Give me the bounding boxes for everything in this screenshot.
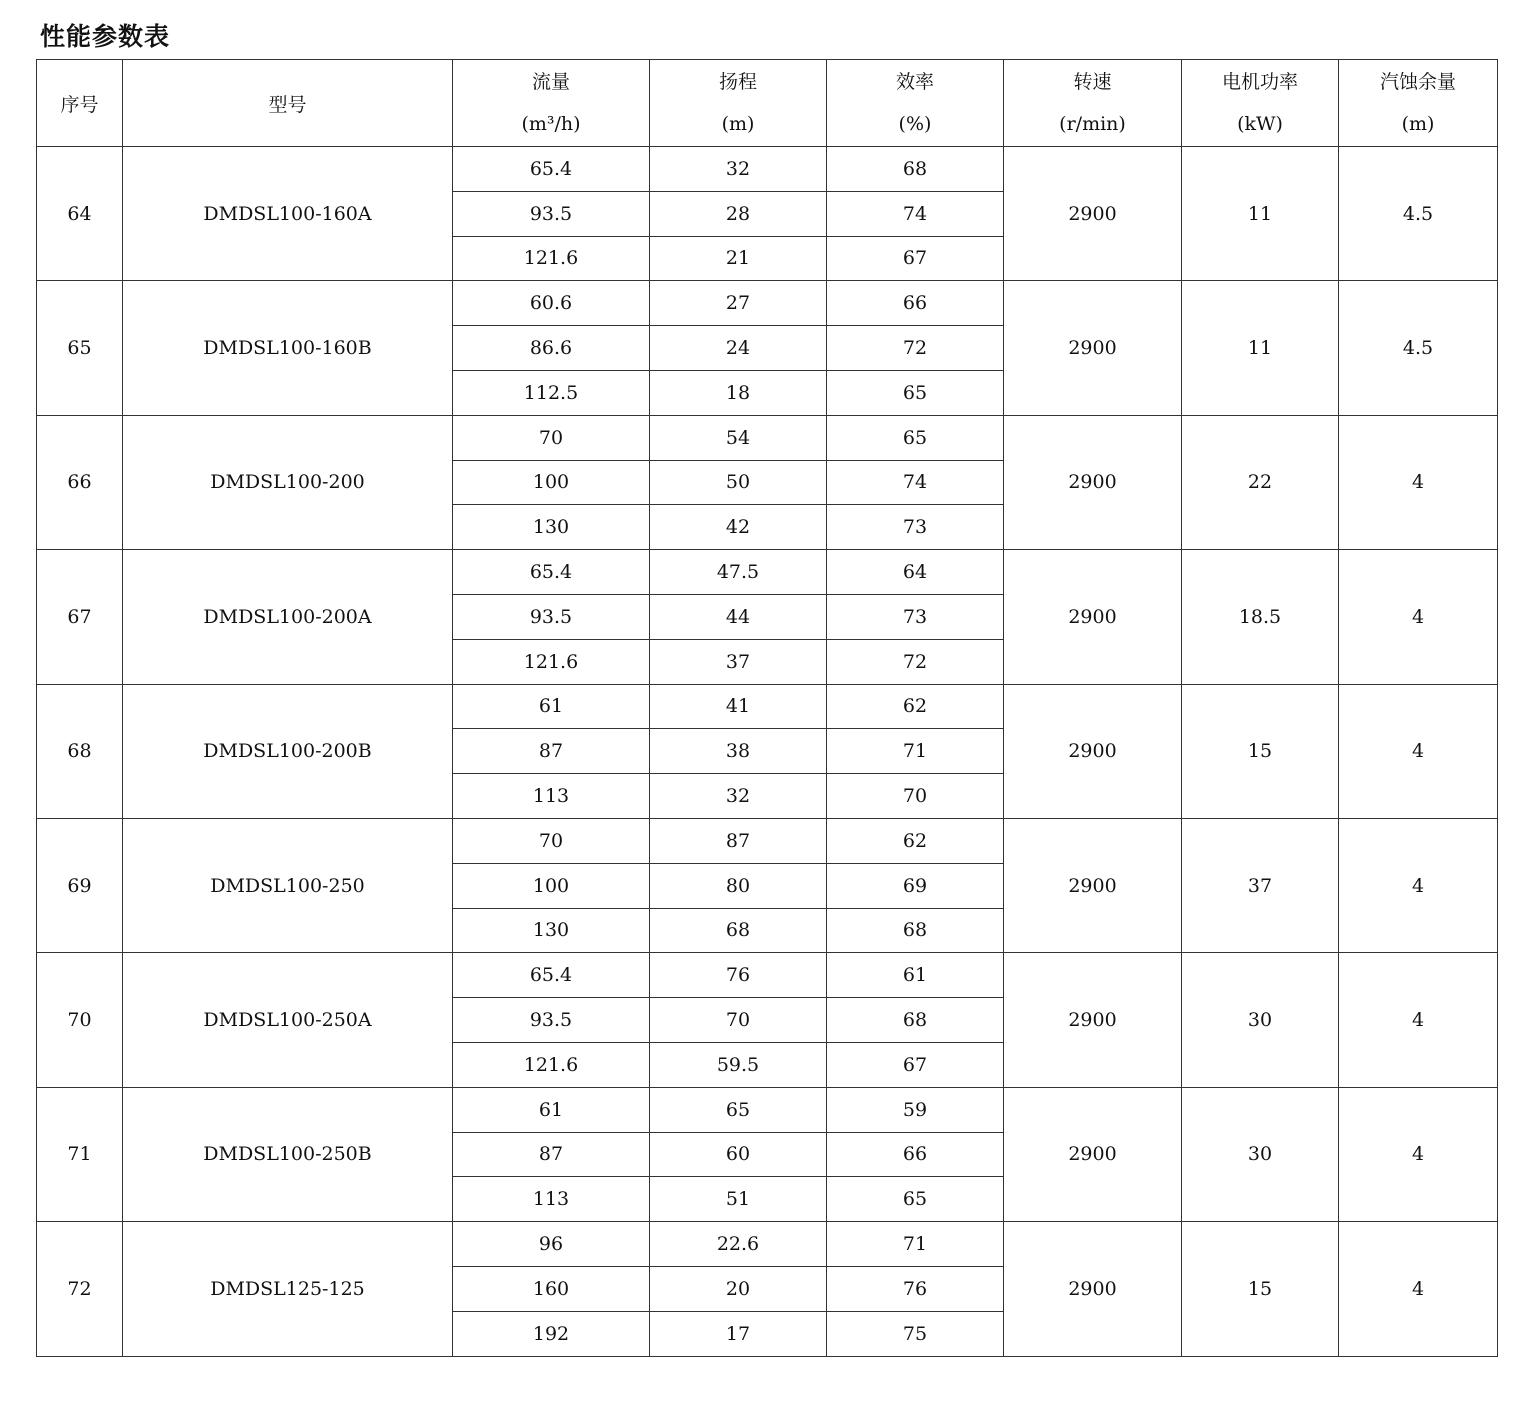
cell-efficiency: 74 <box>827 460 1004 505</box>
cell-head: 22.6 <box>650 1222 827 1267</box>
header-name: 序号 <box>60 93 99 116</box>
cell-flow: 65.4 <box>453 953 650 998</box>
table-row <box>37 818 1498 863</box>
cell-speed: 2900 <box>1004 550 1182 684</box>
cell-flow: 100 <box>453 460 650 505</box>
cell-flow: 61 <box>453 684 650 729</box>
cell-efficiency: 68 <box>827 908 1004 953</box>
table-row <box>37 147 1498 192</box>
cell-efficiency: 70 <box>827 774 1004 819</box>
cell-speed: 2900 <box>1004 818 1182 952</box>
cell-efficiency: 61 <box>827 953 1004 998</box>
cell-model: DMDSL100-250 <box>123 818 453 952</box>
cell-npsh: 4 <box>1339 684 1498 818</box>
header-head <box>650 60 827 147</box>
cell-flow: 87 <box>453 729 650 774</box>
cell-flow: 130 <box>453 908 650 953</box>
cell-flow: 100 <box>453 863 650 908</box>
header-unit: (kW) <box>1237 113 1283 135</box>
cell-efficiency: 74 <box>827 191 1004 236</box>
cell-flow: 192 <box>453 1311 650 1356</box>
cell-speed: 2900 <box>1004 415 1182 549</box>
cell-flow: 121.6 <box>453 236 650 281</box>
cell-efficiency: 68 <box>827 998 1004 1043</box>
cell-flow: 93.5 <box>453 191 650 236</box>
cell-speed: 2900 <box>1004 281 1182 415</box>
cell-model: DMDSL100-160B <box>123 281 453 415</box>
cell-model: DMDSL100-200 <box>123 415 453 549</box>
cell-flow: 121.6 <box>453 1042 650 1087</box>
table-header <box>37 60 1498 147</box>
cell-head: 80 <box>650 863 827 908</box>
cell-no: 70 <box>37 953 123 1087</box>
cell-flow: 130 <box>453 505 650 550</box>
header-name: 效率 <box>895 71 934 93</box>
cell-flow: 65.4 <box>453 147 650 192</box>
cell-no: 69 <box>37 818 123 952</box>
cell-head: 68 <box>650 908 827 953</box>
cell-no: 66 <box>37 415 123 549</box>
header-npsh <box>1339 60 1498 147</box>
cell-head: 41 <box>650 684 827 729</box>
cell-no: 64 <box>37 147 123 281</box>
cell-head: 47.5 <box>650 550 827 595</box>
cell-efficiency: 76 <box>827 1266 1004 1311</box>
cell-head: 32 <box>650 147 827 192</box>
cell-speed: 2900 <box>1004 147 1182 281</box>
cell-efficiency: 65 <box>827 415 1004 460</box>
cell-motor-power: 15 <box>1182 684 1339 818</box>
cell-motor-power: 18.5 <box>1182 550 1339 684</box>
cell-npsh: 4 <box>1339 818 1498 952</box>
table-row <box>37 415 1498 460</box>
header-speed <box>1004 60 1182 147</box>
cell-efficiency: 73 <box>827 594 1004 639</box>
cell-no: 65 <box>37 281 123 415</box>
cell-head: 42 <box>650 505 827 550</box>
cell-efficiency: 65 <box>827 1177 1004 1222</box>
cell-model: DMDSL100-200A <box>123 550 453 684</box>
table-row <box>37 281 1498 326</box>
header-motor-power <box>1182 60 1339 147</box>
cell-npsh: 4 <box>1339 1087 1498 1221</box>
cell-flow: 93.5 <box>453 594 650 639</box>
cell-efficiency: 69 <box>827 863 1004 908</box>
cell-npsh: 4.5 <box>1339 281 1498 415</box>
cell-head: 70 <box>650 998 827 1043</box>
cell-flow: 160 <box>453 1266 650 1311</box>
cell-no: 71 <box>37 1087 123 1221</box>
cell-speed: 2900 <box>1004 953 1182 1087</box>
cell-npsh: 4.5 <box>1339 147 1498 281</box>
cell-head: 24 <box>650 326 827 371</box>
cell-head: 50 <box>650 460 827 505</box>
cell-efficiency: 71 <box>827 1222 1004 1267</box>
cell-flow: 86.6 <box>453 326 650 371</box>
cell-efficiency: 64 <box>827 550 1004 595</box>
cell-model: DMDSL100-200B <box>123 684 453 818</box>
performance-table <box>36 59 1498 1357</box>
cell-flow: 96 <box>453 1222 650 1267</box>
cell-head: 37 <box>650 639 827 684</box>
header-unit: (m³/h) <box>521 113 581 135</box>
cell-motor-power: 22 <box>1182 415 1339 549</box>
header-name: 流量 <box>531 71 570 93</box>
cell-efficiency: 75 <box>827 1311 1004 1356</box>
header-name: 电机功率 <box>1221 71 1298 93</box>
cell-speed: 2900 <box>1004 1222 1182 1356</box>
header-unit: (%) <box>898 113 932 135</box>
cell-head: 21 <box>650 236 827 281</box>
cell-flow: 87 <box>453 1132 650 1177</box>
cell-model: DMDSL100-250B <box>123 1087 453 1221</box>
cell-motor-power: 15 <box>1182 1222 1339 1356</box>
cell-head: 65 <box>650 1087 827 1132</box>
header-flow <box>453 60 650 147</box>
cell-head: 27 <box>650 281 827 326</box>
table-row <box>37 1087 1498 1132</box>
cell-model: DMDSL125-125 <box>123 1222 453 1356</box>
cell-efficiency: 59 <box>827 1087 1004 1132</box>
table-body <box>37 147 1498 1357</box>
header-efficiency <box>827 60 1004 147</box>
cell-efficiency: 62 <box>827 818 1004 863</box>
cell-efficiency: 71 <box>827 729 1004 774</box>
page-title: 性能参数表 <box>40 22 171 51</box>
table-row <box>37 550 1498 595</box>
cell-npsh: 4 <box>1339 953 1498 1087</box>
cell-head: 38 <box>650 729 827 774</box>
cell-head: 59.5 <box>650 1042 827 1087</box>
cell-flow: 70 <box>453 818 650 863</box>
cell-npsh: 4 <box>1339 550 1498 684</box>
cell-head: 51 <box>650 1177 827 1222</box>
cell-head: 60 <box>650 1132 827 1177</box>
cell-model: DMDSL100-250A <box>123 953 453 1087</box>
cell-model: DMDSL100-160A <box>123 147 453 281</box>
cell-flow: 70 <box>453 415 650 460</box>
header-unit: (m) <box>1401 113 1435 135</box>
header-no <box>37 60 123 147</box>
cell-speed: 2900 <box>1004 1087 1182 1221</box>
cell-flow: 93.5 <box>453 998 650 1043</box>
cell-head: 76 <box>650 953 827 998</box>
cell-efficiency: 66 <box>827 1132 1004 1177</box>
cell-motor-power: 30 <box>1182 953 1339 1087</box>
header-name: 型号 <box>268 93 307 116</box>
cell-motor-power: 11 <box>1182 147 1339 281</box>
header-name: 转速 <box>1073 71 1112 93</box>
cell-efficiency: 66 <box>827 281 1004 326</box>
cell-efficiency: 62 <box>827 684 1004 729</box>
cell-motor-power: 37 <box>1182 818 1339 952</box>
cell-flow: 60.6 <box>453 281 650 326</box>
cell-flow: 65.4 <box>453 550 650 595</box>
cell-head: 17 <box>650 1311 827 1356</box>
cell-flow: 113 <box>453 774 650 819</box>
cell-head: 44 <box>650 594 827 639</box>
cell-efficiency: 65 <box>827 370 1004 415</box>
header-model <box>123 60 453 147</box>
cell-flow: 61 <box>453 1087 650 1132</box>
cell-efficiency: 67 <box>827 1042 1004 1087</box>
cell-head: 32 <box>650 774 827 819</box>
cell-head: 87 <box>650 818 827 863</box>
cell-efficiency: 73 <box>827 505 1004 550</box>
cell-no: 67 <box>37 550 123 684</box>
cell-head: 28 <box>650 191 827 236</box>
cell-flow: 112.5 <box>453 370 650 415</box>
table-row <box>37 953 1498 998</box>
cell-flow: 113 <box>453 1177 650 1222</box>
cell-flow: 121.6 <box>453 639 650 684</box>
cell-efficiency: 68 <box>827 147 1004 192</box>
header-name: 扬程 <box>718 71 757 93</box>
cell-speed: 2900 <box>1004 684 1182 818</box>
cell-efficiency: 72 <box>827 639 1004 684</box>
header-row <box>37 60 1498 147</box>
header-unit: (m) <box>721 113 755 135</box>
cell-npsh: 4 <box>1339 415 1498 549</box>
header-unit: (r/min) <box>1059 113 1126 135</box>
cell-head: 54 <box>650 415 827 460</box>
table-row <box>37 1222 1498 1267</box>
cell-no: 68 <box>37 684 123 818</box>
cell-head: 18 <box>650 370 827 415</box>
cell-npsh: 4 <box>1339 1222 1498 1356</box>
cell-efficiency: 72 <box>827 326 1004 371</box>
cell-motor-power: 11 <box>1182 281 1339 415</box>
header-name: 汽蚀余量 <box>1379 71 1456 93</box>
cell-efficiency: 67 <box>827 236 1004 281</box>
table-row <box>37 684 1498 729</box>
cell-head: 20 <box>650 1266 827 1311</box>
cell-motor-power: 30 <box>1182 1087 1339 1221</box>
cell-no: 72 <box>37 1222 123 1356</box>
